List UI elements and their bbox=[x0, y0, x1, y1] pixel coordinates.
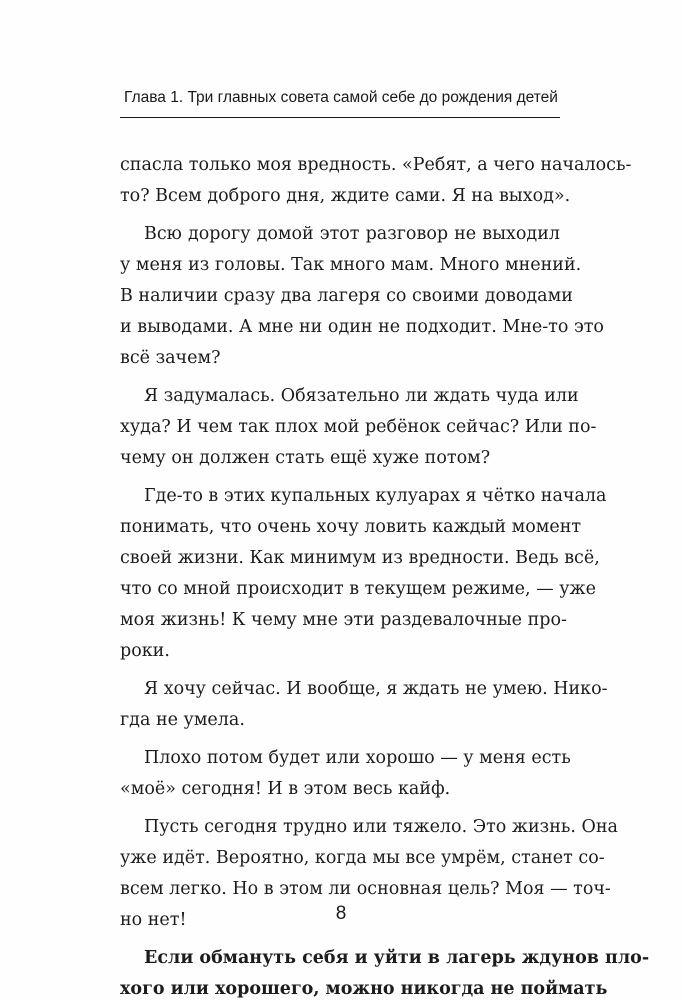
text-line: роки. bbox=[120, 641, 170, 661]
paragraph bbox=[120, 481, 607, 667]
paragraph-gap bbox=[120, 736, 560, 743]
text-line: своей жизни. Как минимум из вредности. Ведь всё, bbox=[120, 548, 600, 568]
text-line: Я задумалась. Обязательно ли ждать чуда или bbox=[144, 386, 579, 406]
text-line: Всю дорогу домой этот разговор не выходил bbox=[144, 224, 560, 244]
paragraph-gap bbox=[120, 805, 560, 812]
paragraph-gap bbox=[120, 474, 560, 481]
text-line: Пусть сегодня трудно или тяжело. Это жизнь. Она bbox=[144, 817, 618, 837]
paragraph-gap bbox=[120, 936, 560, 943]
page-number: 8 bbox=[335, 903, 347, 924]
paragraph bbox=[120, 743, 571, 805]
text-line: моя жизнь! К чему мне эти раздевалочные про- bbox=[120, 610, 567, 630]
text-line: всем легко. Но в этом ли основная цель? Моя — точ- bbox=[120, 879, 611, 899]
paragraph bbox=[120, 219, 604, 374]
text-line: у меня из головы. Так много мам. Много мнений. bbox=[120, 255, 582, 275]
text-line: что со мной происходит в текущем режиме, — уже bbox=[120, 579, 596, 599]
paragraph-gap bbox=[120, 212, 560, 219]
text-line: Если обмануть себя и уйти в лагерь ждунов пло- bbox=[144, 948, 650, 968]
text-line: Плохо потом будет или хорошо — у меня есть bbox=[144, 748, 571, 768]
text-line: «моё» сегодня! И в этом весь кайф. bbox=[120, 779, 451, 799]
text-line: Где-то в этих купальных кулуарах я чётко начала bbox=[144, 486, 607, 506]
text-line: уже идёт. Вероятно, когда мы все умрём, станет со- bbox=[120, 848, 605, 868]
text-line: гда не умела. bbox=[120, 710, 245, 730]
paragraph bbox=[120, 150, 632, 212]
paragraph bbox=[120, 381, 597, 474]
running-head: Глава 1. Три главных совета самой себе до рождения детей bbox=[124, 89, 558, 106]
text-line: но нет! bbox=[120, 910, 187, 930]
text-line: худа? И чем так плох мой ребёнок сейчас? Или по- bbox=[120, 417, 597, 437]
text-line: и выводами. А мне ни один не подходит. Мне-то это bbox=[120, 317, 604, 337]
text-line: В наличии сразу два лагеря со своими доводами bbox=[120, 286, 573, 306]
text-line: хого или хорошего, можно никогда не поймать bbox=[120, 979, 608, 999]
paragraph bbox=[120, 943, 650, 1005]
header-rule bbox=[120, 117, 560, 118]
body-text bbox=[120, 150, 650, 1005]
paragraph bbox=[120, 674, 608, 736]
paragraph-gap bbox=[120, 667, 560, 674]
text-line: спасла только моя вредность. «Ребят, а чего началось- bbox=[120, 155, 632, 175]
text-line: чему он должен стать ещё хуже потом? bbox=[120, 448, 491, 468]
text-line: понимать, что очень хочу ловить каждый момент bbox=[120, 517, 582, 537]
text-line: Я хочу сейчас. И вообще, я ждать не умею. Нико- bbox=[144, 679, 608, 699]
text-line: всё зачем? bbox=[120, 348, 221, 368]
text-line: то? Всем доброго дня, ждите сами. Я на выход». bbox=[120, 186, 571, 206]
paragraph-gap bbox=[120, 374, 560, 381]
